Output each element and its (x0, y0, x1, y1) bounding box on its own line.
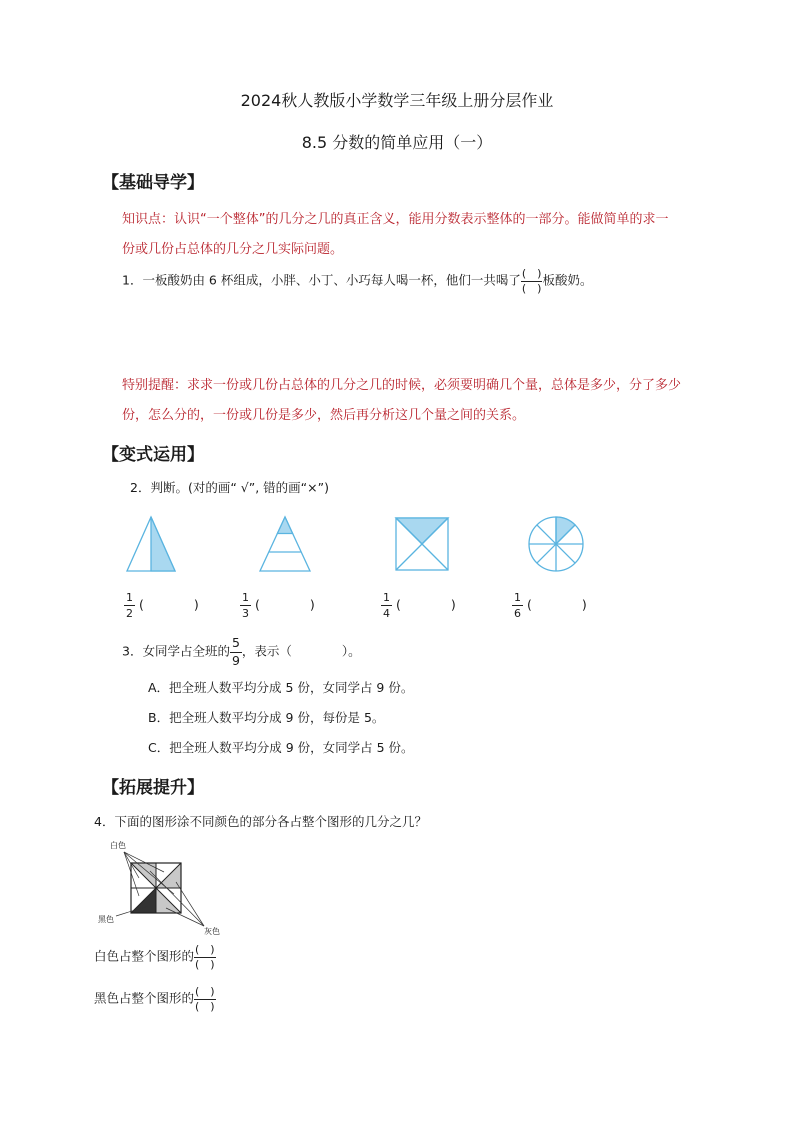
option-sixth (512, 592, 587, 619)
label-white: 白色 (110, 841, 126, 850)
question-3-fraction (230, 637, 242, 667)
answer-white-text: 白色占整个图形的 (94, 948, 195, 964)
shape-square-quarters (395, 517, 449, 571)
question-1-answer-blank[interactable] (521, 268, 543, 294)
label-gray: 灰色 (204, 927, 220, 936)
shape-triangle-half (126, 516, 176, 572)
document-subtitle: 8.5 分数的简单应用（一） (301, 133, 493, 152)
document-title: 2024秋人教版小学数学三年级上册分层作业 (240, 91, 554, 110)
question-3 (122, 637, 361, 667)
denominator: 4 (383, 607, 390, 620)
knowledge-line-1 (122, 208, 669, 227)
shape-triangle-thirds (259, 516, 311, 572)
option-third (240, 592, 315, 619)
question-3-prefix: 3．女同学占全班的 (122, 643, 230, 659)
question-3-suffix[interactable]: ，表示（ ）。 (241, 643, 361, 659)
denominator: 2 (126, 607, 133, 620)
blank-numerator: ( ) (521, 267, 542, 280)
numerator: 1 (514, 591, 521, 604)
option-answer-paren[interactable]: ( ) (526, 597, 587, 612)
blank-numerator: ( ) (195, 943, 215, 956)
blank-denominator: ( ) (195, 957, 215, 971)
option-fraction (240, 592, 251, 619)
option-answer-paren[interactable]: ( ) (395, 597, 456, 612)
section-heading-extension: 【拓展提升】 (102, 778, 204, 798)
numerator: 1 (242, 591, 249, 604)
knowledge-line-2: 份或几份占总体的几分之几实际问题。 (122, 242, 344, 257)
choice-c[interactable]: C．把全班人数平均分成 9 份，女同学占 5 份。 (148, 740, 414, 755)
tip-line-1: 特别提醒：求求一份或几份占总体的几分之几的时候，必须要明确几个量，总体是多少，分了多少 (122, 378, 682, 393)
blank-denominator: ( ) (521, 281, 542, 295)
option-fraction (512, 592, 523, 619)
option-answer-paren[interactable]: ( ) (138, 597, 199, 612)
tip-line-2: 份，怎么分的，一份或几份是多少，然后再分析这几个量之间的关系。 (122, 408, 526, 423)
option-half (124, 592, 199, 619)
question-4-text: 4．下面的图形涂不同颜色的部分各占整个图形的几分之几？ (94, 814, 427, 829)
option-answer-paren[interactable]: ( ) (254, 597, 315, 612)
denominator: 3 (242, 607, 249, 620)
choice-a[interactable]: A．把全班人数平均分成 5 份，女同学占 9 份。 (148, 680, 414, 695)
blank-denominator: ( ) (195, 999, 215, 1013)
choice-b[interactable]: B．把全班人数平均分成 9 份，每份是 5。 (148, 710, 385, 725)
answer-black-text: 黑色占整个图形的 (94, 990, 195, 1006)
answer-white (94, 944, 216, 970)
label-black: 黑色 (98, 915, 114, 924)
knowledge-prefix: 知识点：认识 (122, 212, 201, 227)
section-heading-variation: 【变式运用】 (102, 445, 204, 465)
knowledge-rest: 的几分之几的真正含义，能用分数表示整体的一部分。能做简单的求一 (265, 212, 669, 227)
denominator: 9 (231, 652, 240, 668)
question-2-text: 2．判断。(对的画“ √”, 错的画“×”) (130, 480, 329, 495)
numerator: 5 (230, 637, 242, 653)
answer-white-blank[interactable] (194, 944, 216, 970)
knowledge-quote: “一个整体” (200, 212, 266, 227)
color-square-figure (96, 838, 226, 938)
numerator: 1 (126, 591, 133, 604)
answer-black-blank[interactable] (194, 986, 216, 1012)
option-fraction (381, 592, 392, 619)
question-1-suffix: 板酸奶。 (542, 272, 593, 288)
question-1 (122, 268, 592, 294)
section-heading-basic: 【基础导学】 (102, 173, 204, 193)
option-fraction (124, 592, 135, 619)
option-quarter (381, 592, 456, 619)
answer-black (94, 986, 216, 1012)
blank-numerator: ( ) (195, 985, 215, 998)
shape-circle-sectors (528, 516, 584, 572)
question-1-text: 1．一板酸奶由 6 杯组成，小胖、小丁、小巧每人喝一杯，他们一共喝了 (122, 272, 521, 288)
denominator: 6 (514, 607, 521, 620)
numerator: 1 (383, 591, 390, 604)
